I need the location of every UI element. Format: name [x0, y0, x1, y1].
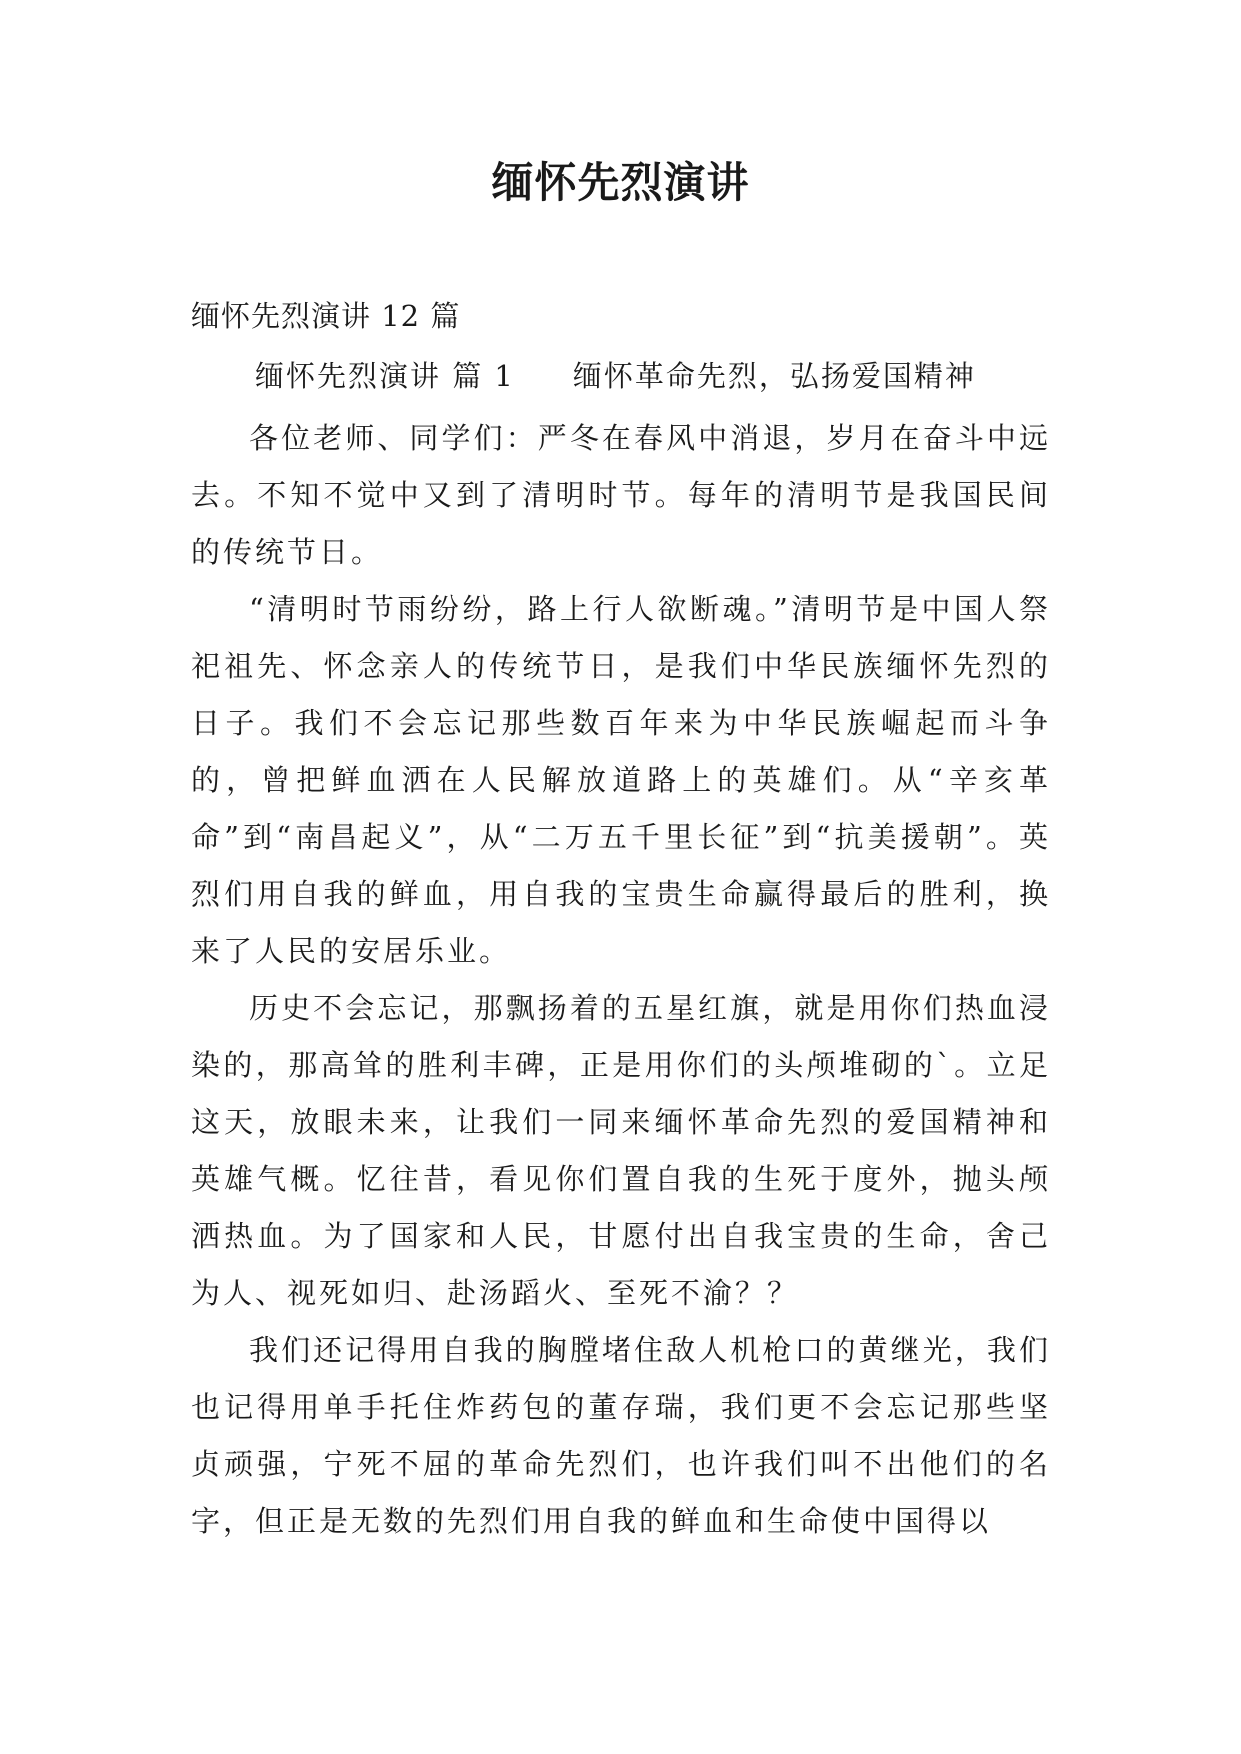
- paragraph: 历史不会忘记，那飘扬着的五星红旗，就是用你们热血浸染的，那高耸的胜利丰碑，正是用你们的头颅堆砌的`。立足这天，放眼未来，让我们一同来缅怀革命先烈的爱国精神和英雄气概。忆往昔，看见你们置自我的生死于度外，抛头颅洒热血。为了国家和人民，甘愿付出自我宝贵的生命，舍己为人、视死如归、赴汤蹈火、至死不渝？？: [191, 991, 1051, 1310]
- section-label: 缅怀先烈演讲 篇 1: [255, 359, 515, 393]
- body-text: [191, 410, 1051, 1550]
- paragraph: 各位老师、同学们：严冬在春风中消退，岁月在奋斗中远去。不知不觉中又到了清明时节。每年的清明节是我国民间的传统节日。: [191, 421, 1051, 569]
- document-subtitle: 缅怀先烈演讲 12 篇: [191, 299, 461, 333]
- paragraph: 我们还记得用自我的胸膛堵住敌人机枪口的黄继光，我们也记得用单手托住炸药包的董存瑞，我们更不会忘记那些坚贞顽强，宁死不屈的革命先烈们，也许我们叫不出他们的名字，但正是无数的先烈们用自我的鲜血和生命使中国得以: [191, 1333, 1051, 1538]
- section-heading-line: [255, 354, 976, 395]
- paragraph: “清明时节雨纷纷，路上行人欲断魂。”清明节是中国人祭祀祖先、怀念亲人的传统节日，是我们中华民族缅怀先烈的日子。我们不会忘记那些数百年来为中华民族崛起而斗争的，曾把鲜血洒在人民解放道路上的英雄们。从“辛亥革命”到“南昌起义”，从“二万五千里长征”到“抗美援朝”。英烈们用自我的鲜血，用自我的宝贵生命赢得最后的胜利，换来了人民的安居乐业。: [191, 592, 1051, 968]
- document-title: 缅怀先烈演讲: [491, 158, 750, 207]
- section-heading: 缅怀革命先烈，弘扬爱国精神: [572, 359, 976, 393]
